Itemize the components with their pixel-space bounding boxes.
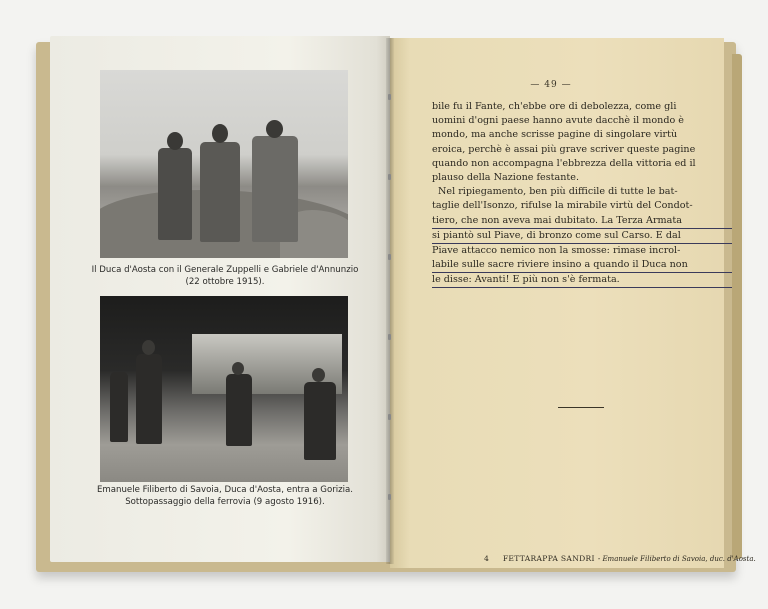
text-line: Nel ripiegamento, ben più difficile di tutte le bat- — [438, 186, 678, 198]
text-line: taglie dell'Isonzo, rifulse la mirabile virtù del Condot- — [432, 200, 693, 212]
page-footer — [484, 554, 764, 563]
photo1-caption — [76, 264, 374, 288]
text-line: uomini d'ogni paese hanno avute dacchè il mondo è — [432, 115, 684, 127]
caption-line: (22 ottobre 1915). — [185, 277, 265, 287]
binding-stitch — [388, 494, 391, 500]
binding-stitch — [388, 94, 391, 100]
soldier-figure — [110, 372, 128, 442]
photo-underpass-gorizia — [100, 296, 348, 482]
body-text — [432, 100, 732, 288]
section-rule — [558, 407, 604, 408]
text-line: Piave attacco nemico non la smosse: rimase incrol- — [432, 244, 681, 256]
caption-line: Sottopassaggio della ferrovia (9 agosto 1916). — [125, 497, 325, 507]
page-number: — 49 — — [530, 80, 572, 90]
text-line-underlined: le disse: Avanti! E più non s'è fermata. — [432, 273, 732, 288]
text-line-underlined: labile sulle sacre riviere insino a quando il Duca non — [432, 258, 732, 273]
photo-three-officers — [100, 70, 348, 258]
binding-stitch — [388, 174, 391, 180]
soldier-figure — [136, 354, 162, 444]
caption-line: Il Duca d'Aosta con il Generale Zuppelli e Gabriele d'Annunzio — [91, 265, 359, 275]
officer-figure — [200, 142, 240, 242]
binding-stitch — [388, 414, 391, 420]
signature-mark: 4 — [484, 554, 489, 563]
footer-authors: FETTARAPPA SANDRI — [502, 554, 595, 563]
text-line: mondo, ma anche scrisse pagine di singolare virtù — [432, 129, 678, 141]
caption-line: Emanuele Filiberto di Savoia, Duca d'Aosta, entra a Gorizia. — [96, 485, 354, 495]
text-line: plauso della Nazione festante. — [432, 171, 579, 183]
binding-stitch — [388, 334, 391, 340]
text-line: bile fu il Fante, ch'ebbe ore di debolezza, come gli — [432, 101, 677, 112]
footer-title: - Emanuele Filiberto di Savoia, duc. d'Aosta. — [597, 555, 756, 563]
text-line-underlined: si piantò sul Piave, di bronzo come sul Carso. E dal — [432, 229, 732, 244]
text-line-underlined: tiero, che non aveva mai dubitato. La Terza Armata — [432, 214, 732, 229]
cover-edge — [732, 54, 742, 559]
photo2-caption — [76, 484, 374, 508]
soldier-figure — [304, 382, 336, 460]
text-line: quando non accompagna l'ebbrezza della vittoria ed il — [432, 157, 696, 169]
officer-figure — [252, 136, 298, 242]
binding-stitch — [388, 254, 391, 260]
officer-figure — [158, 148, 192, 240]
text-line: eroica, perchè è assai più grave scriver queste pagine — [432, 143, 696, 155]
open-book — [36, 34, 756, 572]
soldier-figure — [226, 374, 252, 446]
book-gutter — [386, 38, 394, 564]
